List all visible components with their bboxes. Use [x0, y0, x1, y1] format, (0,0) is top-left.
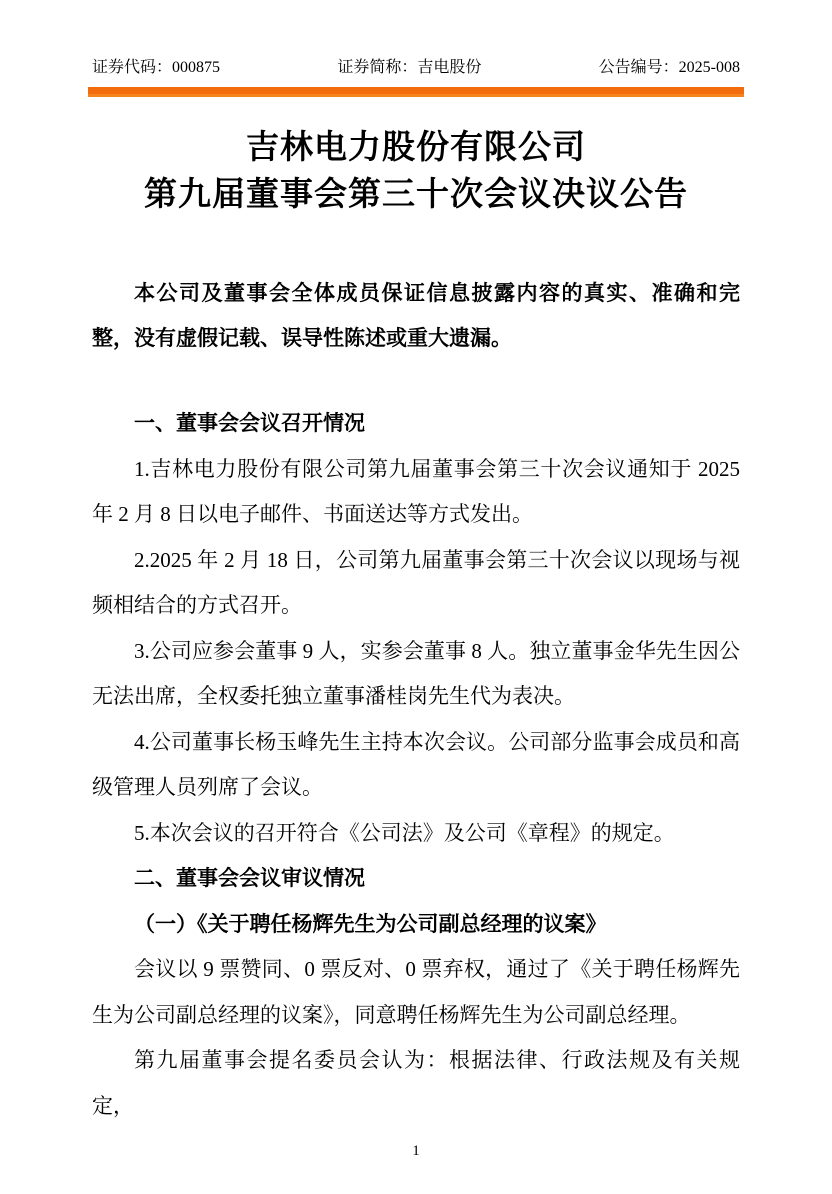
securities-header	[92, 0, 740, 78]
announcement-number: 公告编号：2025-008	[598, 59, 740, 76]
paragraph-chairman-presided: 4.公司董事长杨玉峰先生主持本次会议。公司部分监事会成员和高级管理人员列席了会议。	[92, 729, 740, 799]
paragraph-nomination-committee: 第九届董事会提名委员会认为：根据法律、行政法规及有关规定，	[92, 1048, 740, 1118]
stock-abbreviation: 证券简称：吉电股份	[337, 59, 482, 76]
paragraph-vote-result: 会议以 9 票赞同、0 票反对、0 票弃权，通过了《关于聘任杨辉先生为公司副总经理的议案》，同意聘任杨辉先生为公司副总经理。	[92, 957, 740, 1027]
paragraph-notice-sent: 1.吉林电力股份有限公司第九届董事会第三十次会议通知于 2025 年 2 月 8 日以电子邮件、书面送达等方式发出。	[92, 456, 740, 526]
section-heading-convening: 一、董事会会议召开情况	[134, 411, 365, 435]
document-title	[60, 125, 772, 219]
paragraph-legality: 5.本次会议的召开符合《公司法》及公司《章程》的规定。	[134, 820, 675, 845]
section-heading-deliberation: 二、董事会会议审议情况	[134, 866, 365, 890]
orange-divider-rule	[88, 87, 744, 97]
stock-code: 证券代码：000875	[92, 59, 221, 76]
page-number: 1	[412, 1143, 420, 1159]
document-body	[92, 401, 740, 1129]
subsection-heading-proposal-1: （一）《关于聘任杨辉先生为公司副总经理的议案》	[134, 911, 607, 936]
paragraph-meeting-held: 2.2025 年 2 月 18 日，公司第九届董事会第三十次会议以现场与视频相结合的方式召开。	[92, 547, 740, 617]
truthfulness-disclaimer: 本公司及董事会全体成员保证信息披露内容的真实、准确和完整，没有虚假记载、误导性陈述或重大遗漏。	[92, 281, 740, 350]
meeting-resolution-title-line: 第九届董事会第三十次会议决议公告	[144, 177, 688, 213]
company-name-title-line: 吉林电力股份有限公司	[246, 130, 586, 166]
paragraph-attendance: 3.公司应参会董事 9 人，实参会董事 8 人。独立董事金华先生因公无法出席，全权委托独立董事潘桂岗先生代为表决。	[92, 638, 740, 708]
